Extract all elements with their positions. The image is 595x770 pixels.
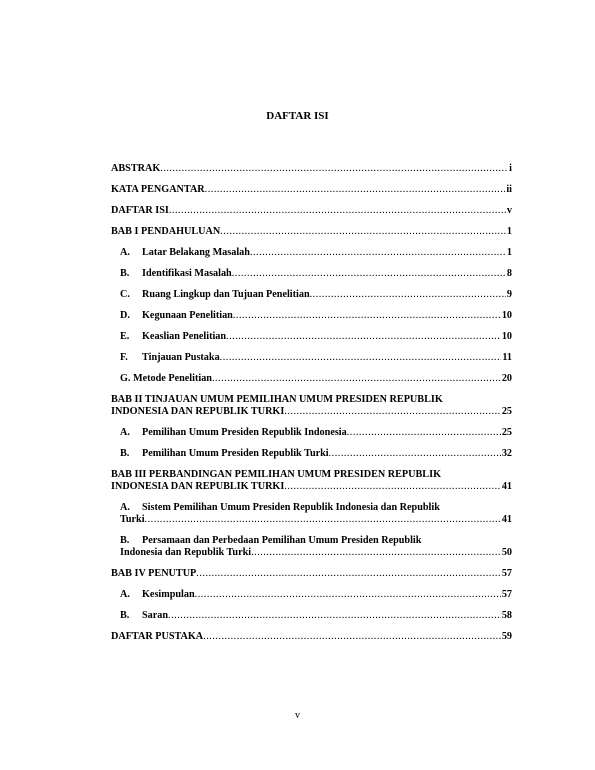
toc-entry-letter: E. bbox=[120, 331, 130, 342]
toc-subentry[interactable] bbox=[111, 502, 512, 526]
toc-subentry[interactable] bbox=[111, 289, 512, 301]
toc-subentry[interactable] bbox=[111, 310, 512, 322]
toc-page-number: 1 bbox=[506, 247, 512, 258]
toc-entry-title: Indonesia dan Republik Turki ..... bbox=[120, 547, 501, 559]
toc-entry[interactable] bbox=[111, 226, 512, 238]
toc-subentry[interactable] bbox=[111, 373, 512, 385]
toc-entry-title: Tinjauan Pustaka bbox=[142, 352, 220, 363]
toc-entry-letter: A. bbox=[120, 589, 130, 600]
toc-entry-title: Keaslian Penelitian bbox=[142, 331, 227, 342]
toc-entry-letter: A. bbox=[120, 427, 130, 438]
toc-page-number: v bbox=[506, 205, 512, 216]
toc-subentry[interactable] bbox=[111, 331, 512, 343]
table-of-contents bbox=[111, 163, 512, 652]
toc-entry-title: Pemilihan Umum Presiden Republik Indonesia bbox=[142, 427, 347, 438]
toc-entry-title: BAB I PENDAHULUAN ..... bbox=[111, 226, 506, 238]
toc-entry[interactable] bbox=[111, 568, 512, 580]
toc-entry-title: INDONESIA DAN REPUBLIK TURKI ..... bbox=[111, 481, 501, 493]
toc-page-number: 57 bbox=[501, 568, 512, 579]
toc-page-number: 32 bbox=[501, 448, 512, 459]
toc-entry-title-line1: BAB III PERBANDINGAN PEMILIHAN UMUM PRESIDEN REPUBLIK bbox=[111, 469, 441, 480]
toc-entry-title-line1: BAB II TINJAUAN UMUM PEMILIHAN UMUM PRESIDEN REPUBLIK bbox=[111, 394, 443, 405]
toc-entry[interactable] bbox=[111, 163, 512, 175]
toc-subentry[interactable] bbox=[111, 268, 512, 280]
page-number-footer: v bbox=[295, 710, 300, 721]
toc-subentry[interactable] bbox=[111, 247, 512, 259]
page-title: DAFTAR ISI bbox=[266, 110, 329, 122]
toc-page-number: 58 bbox=[501, 610, 512, 621]
toc-page-number: 10 bbox=[501, 310, 512, 321]
toc-entry[interactable] bbox=[111, 631, 512, 643]
toc-entry-title: Latar Belakang Masalah bbox=[142, 247, 250, 258]
toc-entry-letter: B. bbox=[120, 448, 130, 459]
toc-page-number: 41 bbox=[501, 514, 512, 525]
toc-entry-title: Pemilihan Umum Presiden Republik Turki bbox=[142, 448, 329, 459]
toc-page-number: i bbox=[509, 163, 512, 174]
toc-entry-title: ABSTRAK ..... bbox=[111, 163, 508, 175]
toc-entry[interactable] bbox=[111, 184, 512, 196]
toc-entry-title: G. Metode Penelitian ..... bbox=[120, 373, 501, 385]
toc-page-number: 57 bbox=[501, 589, 512, 600]
toc-page-number: 11 bbox=[502, 352, 512, 363]
toc-entry[interactable] bbox=[111, 394, 512, 418]
toc-entry-letter: A. bbox=[120, 247, 130, 258]
toc-entry-letter: C. bbox=[120, 289, 130, 300]
toc-entry-letter: D. bbox=[120, 310, 130, 321]
toc-subentry[interactable] bbox=[111, 535, 512, 559]
toc-page-number: 25 bbox=[501, 406, 512, 417]
toc-entry-title: DAFTAR ISI ..... bbox=[111, 205, 506, 217]
toc-page-number: 25 bbox=[501, 427, 512, 438]
toc-entry-letter: B. bbox=[120, 535, 130, 546]
toc-entry-title: Kesimpulan bbox=[142, 589, 195, 600]
toc-subentry[interactable] bbox=[111, 352, 512, 364]
toc-entry[interactable] bbox=[111, 469, 512, 493]
toc-entry-title: Kegunaan Penelitian bbox=[142, 310, 233, 321]
toc-entry-title: Turki ..... bbox=[120, 514, 501, 526]
toc-page-number: 1 bbox=[506, 226, 512, 237]
toc-entry-title: BAB IV PENUTUP ..... bbox=[111, 568, 501, 580]
toc-entry-title: INDONESIA DAN REPUBLIK TURKI ..... bbox=[111, 406, 501, 418]
toc-page-number: 20 bbox=[501, 373, 512, 384]
toc-entry-title-line1: Persamaan dan Perbedaan Pemilihan Umum Presiden Republik bbox=[142, 535, 422, 546]
toc-page-number: 8 bbox=[506, 268, 512, 279]
toc-entry-title: Saran bbox=[142, 610, 169, 621]
toc-page-number: 59 bbox=[501, 631, 512, 642]
toc-subentry[interactable] bbox=[111, 448, 512, 460]
toc-page-number: 9 bbox=[506, 289, 512, 300]
toc-page-number: ii bbox=[506, 184, 512, 195]
toc-page-number: 10 bbox=[501, 331, 512, 342]
toc-subentry[interactable] bbox=[111, 589, 512, 601]
toc-subentry[interactable] bbox=[111, 610, 512, 622]
toc-subentry[interactable] bbox=[111, 427, 512, 439]
toc-entry-letter: B. bbox=[120, 610, 130, 621]
toc-entry-title: DAFTAR PUSTAKA ..... bbox=[111, 631, 501, 643]
toc-page-number: 41 bbox=[501, 481, 512, 492]
toc-entry-title-line1: Sistem Pemilihan Umum Presiden Republik Indonesia dan Republik bbox=[142, 502, 440, 513]
toc-entry-title: Identifikasi Masalah bbox=[142, 268, 232, 279]
toc-entry-letter: A. bbox=[120, 502, 130, 513]
toc-entry-letter: B. bbox=[120, 268, 130, 279]
toc-page-number: 50 bbox=[501, 547, 512, 558]
toc-entry[interactable] bbox=[111, 205, 512, 217]
toc-entry-letter: F. bbox=[120, 352, 128, 363]
toc-entry-title: KATA PENGANTAR ..... bbox=[111, 184, 505, 196]
toc-entry-title: Ruang Lingkup dan Tujuan Penelitian bbox=[142, 289, 310, 300]
